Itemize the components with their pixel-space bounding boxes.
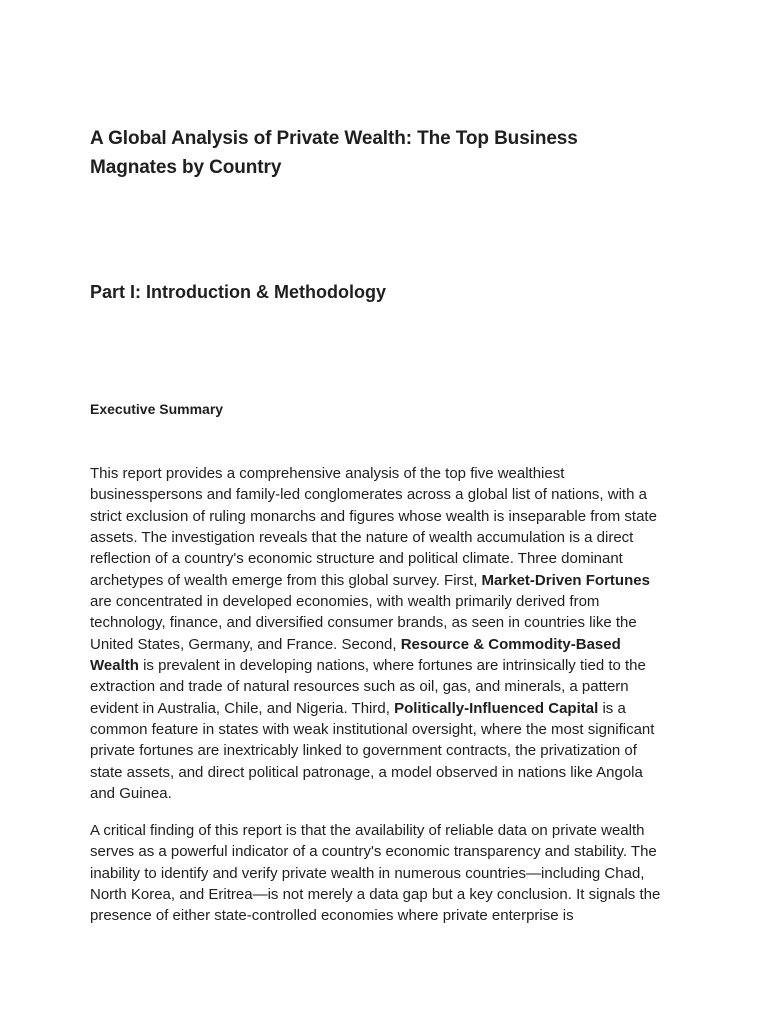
text-line: extraction and trade of natural resources such as oil, gas, and minerals, a pattern [90, 678, 629, 696]
critical-finding-paragraph [90, 820, 660, 927]
text-line: United States, Germany, and France. Second, Resource & Commodity-Based [90, 635, 621, 653]
text-line: This report provides a comprehensive analysis of the top five wealthiest [90, 465, 565, 482]
executive-summary-paragraph [90, 463, 657, 804]
text-line: private fortunes are inextricably linked to government contracts, the privatization of [90, 742, 637, 760]
document-title [90, 124, 578, 182]
text-line: presence of either state-controlled economies where private enterprise is [90, 907, 574, 925]
bold-term: Politically-Influenced Capital [394, 699, 599, 717]
text-line: are concentrated in developed economies, with wealth primarily derived from [90, 592, 600, 610]
text-line: evident in Australia, Chile, and Nigeria. Third, Politically-Influenced Capital is a [90, 699, 626, 717]
section-heading: Executive Summary [90, 401, 224, 417]
text-line: businesspersons and family-led conglomerates across a global list of nations, with a [90, 486, 647, 504]
title-line: Magnates by Country [90, 157, 282, 178]
bold-term: Wealth [90, 656, 139, 674]
text-line: A critical finding of this report is that the availability of reliable data on private wealth [90, 822, 645, 839]
text-line: common feature in states with weak institutional oversight, where the most significant [90, 720, 655, 738]
part-heading: Part I: Introduction & Methodology [90, 282, 386, 302]
text-line: Wealth is prevalent in developing nations, where fortunes are intrinsically tied to the [90, 656, 646, 674]
text-line: technology, finance, and diversified consumer brands, as seen in countries like the [90, 614, 637, 632]
text-line: reflection of a country's economic structure and political climate. Three dominant [90, 550, 623, 568]
text-line: and Guinea. [90, 784, 172, 802]
text-line: North Korea, and Eritrea—is not merely a data gap but a key conclusion. It signals the [90, 885, 661, 903]
text-line: strict exclusion of ruling monarchs and figures whose wealth is inseparable from state [90, 507, 657, 525]
bold-term: Resource & Commodity-Based [400, 635, 621, 653]
text-line: assets. The investigation reveals that the nature of wealth accumulation is a direct [90, 528, 634, 546]
bold-term: Market-Driven Fortunes [481, 571, 650, 589]
text-line: serves as a powerful indicator of a country's economic transparency and stability. The [90, 843, 657, 861]
title-line: A Global Analysis of Private Wealth: The Top Business [90, 128, 578, 149]
text-line: state assets, and direct political patronage, a model observed in nations like Angola [90, 763, 643, 781]
text-line: inability to identify and verify private wealth in numerous countries—including Chad, [90, 864, 645, 882]
text-line: archetypes of wealth emerge from this global survey. First, Market-Driven Fortunes [90, 571, 650, 589]
